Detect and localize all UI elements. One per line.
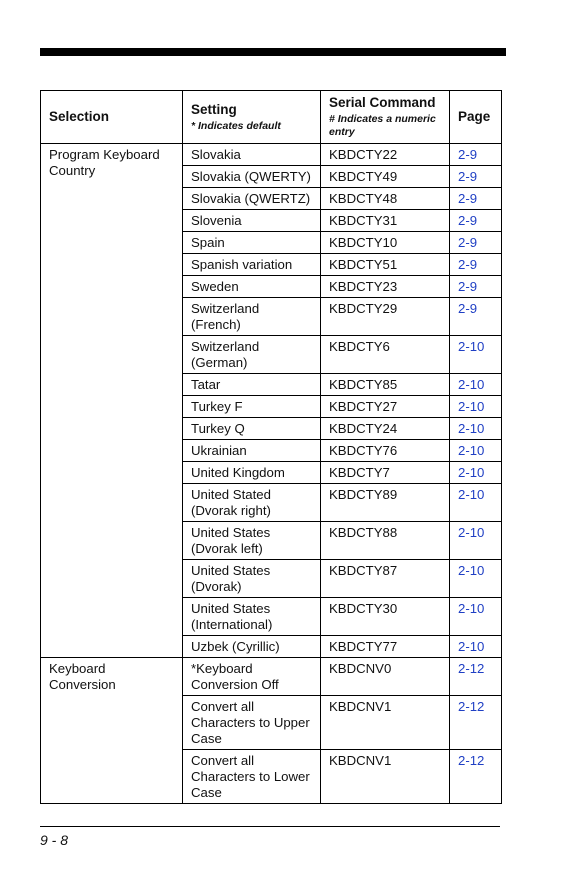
- page-cell: [450, 166, 502, 188]
- page-cell: [450, 560, 502, 598]
- serial-command-cell: KBDCTY77: [321, 636, 450, 658]
- setting-cell: Turkey Q: [183, 418, 321, 440]
- header-serial-note: # Indicates a numeric entry: [329, 113, 436, 138]
- page-link[interactable]: 2-10: [458, 487, 485, 502]
- page-link[interactable]: 2-10: [458, 421, 485, 436]
- setting-cell: Ukrainian: [183, 440, 321, 462]
- page-link[interactable]: 2-9: [458, 279, 478, 294]
- serial-command-cell: KBDCNV0: [321, 658, 450, 696]
- page-link[interactable]: 2-10: [458, 443, 485, 458]
- page-link[interactable]: 2-9: [458, 147, 478, 162]
- setting-cell: Switzerland (French): [183, 298, 321, 336]
- serial-command-cell: KBDCTY85: [321, 374, 450, 396]
- setting-cell: United Kingdom: [183, 462, 321, 484]
- page-link[interactable]: 2-10: [458, 639, 485, 654]
- header-setting: Setting * Indicates default: [183, 91, 321, 144]
- serial-command-cell: KBDCTY27: [321, 396, 450, 418]
- footer-rule: [40, 826, 500, 827]
- page-cell: [450, 254, 502, 276]
- serial-command-cell: KBDCTY22: [321, 144, 450, 166]
- page-cell: [450, 484, 502, 522]
- setting-cell: United States (Dvorak): [183, 560, 321, 598]
- header-serial-command: Serial Command # Indicates a numeric entry: [321, 91, 450, 144]
- setting-cell: Convert all Characters to Lower Case: [183, 750, 321, 804]
- serial-command-cell: KBDCTY31: [321, 210, 450, 232]
- page-cell: [450, 298, 502, 336]
- page-cell: [450, 418, 502, 440]
- setting-cell: Slovenia: [183, 210, 321, 232]
- page-cell: [450, 396, 502, 418]
- page-cell: [450, 636, 502, 658]
- page-cell: [450, 374, 502, 396]
- setting-cell: Turkey F: [183, 396, 321, 418]
- page-link[interactable]: 2-10: [458, 339, 485, 354]
- page-cell: [450, 336, 502, 374]
- table-row: [41, 658, 502, 696]
- serial-command-cell: KBDCTY51: [321, 254, 450, 276]
- table-row: [41, 144, 502, 166]
- setting-cell: Slovakia (QWERTY): [183, 166, 321, 188]
- selection-cell: Keyboard Conversion: [41, 658, 183, 804]
- setting-cell: Uzbek (Cyrillic): [183, 636, 321, 658]
- page-cell: [450, 696, 502, 750]
- page-number: 9 - 8: [40, 832, 69, 848]
- serial-command-cell: KBDCTY48: [321, 188, 450, 210]
- page-link[interactable]: 2-10: [458, 601, 485, 616]
- page-link[interactable]: 2-9: [458, 213, 478, 228]
- selection-cell: Program Keyboard Country: [41, 144, 183, 658]
- page-link[interactable]: 2-10: [458, 399, 485, 414]
- serial-command-cell: KBDCTY49: [321, 166, 450, 188]
- header-selection: Selection: [41, 91, 183, 144]
- setting-cell: *Keyboard Conversion Off: [183, 658, 321, 696]
- serial-command-cell: KBDCTY7: [321, 462, 450, 484]
- serial-command-cell: KBDCTY29: [321, 298, 450, 336]
- page-link[interactable]: 2-10: [458, 525, 485, 540]
- page-link[interactable]: 2-9: [458, 257, 478, 272]
- serial-command-cell: KBDCTY6: [321, 336, 450, 374]
- setting-cell: United Stated (Dvorak right): [183, 484, 321, 522]
- page-cell: [450, 276, 502, 298]
- header-page: Page: [450, 91, 502, 144]
- page-cell: [450, 188, 502, 210]
- page-cell: [450, 232, 502, 254]
- setting-cell: Switzerland (German): [183, 336, 321, 374]
- page-link[interactable]: 2-10: [458, 465, 485, 480]
- setting-cell: Spain: [183, 232, 321, 254]
- page-cell: [450, 598, 502, 636]
- setting-cell: Spanish variation: [183, 254, 321, 276]
- serial-command-cell: KBDCNV1: [321, 696, 450, 750]
- serial-command-cell: KBDCTY88: [321, 522, 450, 560]
- serial-command-cell: KBDCTY89: [321, 484, 450, 522]
- setting-cell: Tatar: [183, 374, 321, 396]
- page-cell: [450, 522, 502, 560]
- serial-command-cell: KBDCTY10: [321, 232, 450, 254]
- page-link[interactable]: 2-12: [458, 753, 485, 768]
- serial-command-cell: KBDCTY76: [321, 440, 450, 462]
- page-link[interactable]: 2-10: [458, 377, 485, 392]
- page-link[interactable]: 2-9: [458, 301, 478, 316]
- setting-cell: United States (Dvorak left): [183, 522, 321, 560]
- page-cell: [450, 440, 502, 462]
- page-link[interactable]: 2-12: [458, 699, 485, 714]
- setting-cell: Sweden: [183, 276, 321, 298]
- serial-command-cell: KBDCTY87: [321, 560, 450, 598]
- serial-command-cell: KBDCTY30: [321, 598, 450, 636]
- page-cell: [450, 750, 502, 804]
- setting-cell: United States (International): [183, 598, 321, 636]
- page-link[interactable]: 2-9: [458, 191, 478, 206]
- page-cell: [450, 210, 502, 232]
- header-setting-note: * Indicates default: [191, 119, 281, 132]
- page-link[interactable]: 2-12: [458, 661, 485, 676]
- serial-command-cell: KBDCTY24: [321, 418, 450, 440]
- serial-command-table: [40, 90, 502, 804]
- page-cell: [450, 144, 502, 166]
- page-cell: [450, 658, 502, 696]
- page-cell: [450, 462, 502, 484]
- header-rule: [40, 48, 506, 56]
- page-link[interactable]: 2-9: [458, 169, 478, 184]
- setting-cell: Slovakia (QWERTZ): [183, 188, 321, 210]
- setting-cell: Convert all Characters to Upper Case: [183, 696, 321, 750]
- page-link[interactable]: 2-9: [458, 235, 478, 250]
- serial-command-cell: KBDCTY23: [321, 276, 450, 298]
- setting-cell: Slovakia: [183, 144, 321, 166]
- serial-command-cell: KBDCNV1: [321, 750, 450, 804]
- page-link[interactable]: 2-10: [458, 563, 485, 578]
- table-header-row: [41, 91, 502, 144]
